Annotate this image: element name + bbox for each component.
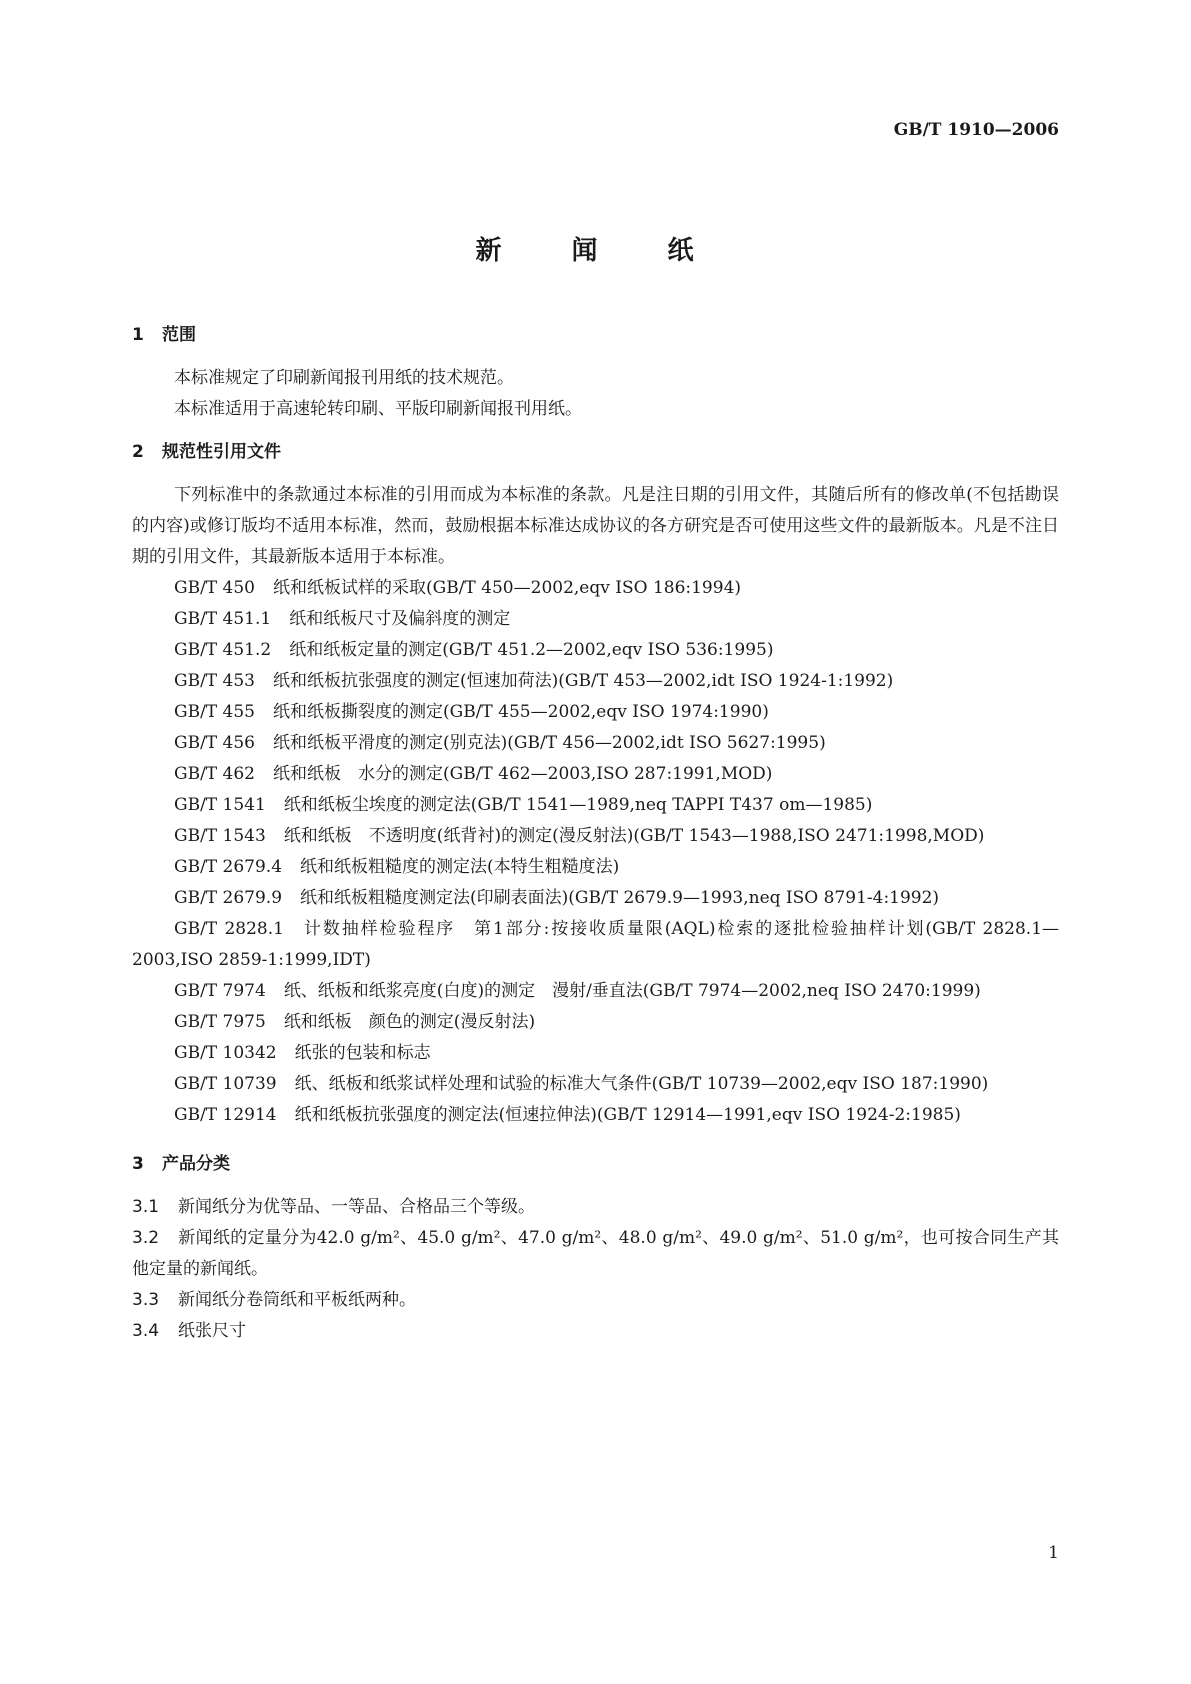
reference-text: 纸和纸板粗糙度的测定法(本特生粗糙度法)	[300, 857, 620, 877]
reference-text: 纸和纸板 颜色的测定(漫反射法)	[283, 1012, 536, 1032]
reference-code: GB/T 12914	[174, 1105, 277, 1125]
reference-text: 纸、纸板和纸浆亮度(白度)的测定 漫射/垂直法(GB/T 7974—2002,neq ISO 2470:1999)	[283, 981, 981, 1001]
section-title: 规范性引用文件	[162, 442, 281, 462]
reference-code: GB/T 456	[174, 733, 255, 753]
reference-text: 纸和纸板撕裂度的测定(GB/T 455—2002,eqv ISO 1974:1990)	[273, 702, 769, 722]
reference-text: 纸和纸板尺寸及偏斜度的测定	[289, 609, 511, 629]
page-number: 1	[1048, 1543, 1059, 1563]
reference-code: GB/T 2828.1	[174, 919, 284, 939]
document-body	[132, 320, 1059, 1347]
reference-code: GB/T 453	[174, 671, 255, 691]
section-title: 范围	[162, 325, 196, 345]
clause-text: 新闻纸分卷筒纸和平板纸两种。	[178, 1290, 416, 1310]
clause-number: 3.1	[132, 1197, 160, 1217]
section-number: 1	[132, 325, 144, 345]
reference-code: GB/T 451.2	[174, 640, 272, 660]
scope-paragraph: 本标准规定了印刷新闻报刊用纸的技术规范。	[174, 368, 514, 388]
reference-text: 纸和纸板平滑度的测定(别克法)(GB/T 456—2002,idt ISO 5627:1995)	[273, 733, 826, 753]
reference-item	[132, 914, 1059, 976]
clause-text: 新闻纸的定量分为42.0 g/m²、45.0 g/m²、47.0 g/m²、48.0 g/m²、49.0 g/m²、51.0 g/m²，也可按合同生产其他定量的新闻纸。	[132, 1228, 1059, 1279]
reference-text: 计数抽样检验程序 第1部分:按接收质量限(AQL)检索的逐批检验抽样计划(GB/T 2828.1—2003,ISO 2859-1:1999,IDT)	[132, 919, 1060, 970]
reference-item	[132, 635, 1059, 666]
section-2-heading	[132, 437, 1059, 468]
clause-item	[132, 1316, 1059, 1347]
section-1-heading	[132, 320, 1059, 351]
standard-code: GB/T 1910—2006	[893, 120, 1059, 140]
reference-item	[132, 852, 1059, 883]
scope-paragraph: 本标准适用于高速轮转印刷、平版印刷新闻报刊用纸。	[174, 399, 582, 419]
references-intro: 下列标准中的条款通过本标准的引用而成为本标准的条款。凡是注日期的引用文件，其随后所有的修改单(不包括勘误的内容)或修订版均不适用本标准，然而，鼓励根据本标准达成协议的各方研究是否可使用这些文件的最新版本。凡是不注日期的引用文件，其最新版本适用于本标准。	[132, 485, 1059, 567]
reference-item	[132, 759, 1059, 790]
reference-item	[132, 666, 1059, 697]
reference-code: GB/T 1541	[174, 795, 266, 815]
reference-item	[132, 604, 1059, 635]
clause-number: 3.4	[132, 1321, 160, 1341]
reference-code: GB/T 10342	[174, 1043, 277, 1063]
reference-text: 纸和纸板粗糙度测定法(印刷表面法)(GB/T 2679.9—1993,neq ISO 8791-4:1992)	[300, 888, 940, 908]
reference-text: 纸张的包装和标志	[294, 1043, 431, 1063]
reference-code: GB/T 462	[174, 764, 255, 784]
reference-code: GB/T 2679.4	[174, 857, 283, 877]
reference-item	[132, 1038, 1059, 1069]
reference-code: GB/T 455	[174, 702, 255, 722]
reference-text: 纸、纸板和纸浆试样处理和试验的标准大气条件(GB/T 10739—2002,eqv ISO 187:1990)	[294, 1074, 989, 1094]
clause-text: 新闻纸分为优等品、一等品、合格品三个等级。	[178, 1197, 535, 1217]
reference-code: GB/T 451.1	[174, 609, 272, 629]
reference-item	[132, 697, 1059, 728]
reference-item	[132, 1069, 1059, 1100]
clause-item	[132, 1285, 1059, 1316]
reference-item	[132, 976, 1059, 1007]
reference-item	[132, 1100, 1059, 1131]
reference-item	[132, 573, 1059, 604]
clause-item	[132, 1192, 1059, 1223]
reference-code: GB/T 450	[174, 578, 255, 598]
document-title: 新 闻 纸	[475, 236, 716, 266]
clause-number: 3.2	[132, 1228, 160, 1248]
reference-text: 纸和纸板 水分的测定(GB/T 462—2003,ISO 287:1991,MOD)	[273, 764, 773, 784]
reference-item	[132, 1007, 1059, 1038]
section-number: 3	[132, 1154, 144, 1174]
reference-text: 纸和纸板定量的测定(GB/T 451.2—2002,eqv ISO 536:1995)	[289, 640, 774, 660]
reference-text: 纸和纸板抗张强度的测定(恒速加荷法)(GB/T 453—2002,idt ISO 1924-1:1992)	[273, 671, 894, 691]
section-number: 2	[132, 442, 144, 462]
reference-text: 纸和纸板抗张强度的测定法(恒速拉伸法)(GB/T 12914—1991,eqv ISO 1924-2:1985)	[294, 1105, 961, 1125]
clause-text: 纸张尺寸	[178, 1321, 246, 1341]
reference-code: GB/T 7975	[174, 1012, 266, 1032]
reference-list	[132, 573, 1059, 1131]
reference-code: GB/T 10739	[174, 1074, 277, 1094]
reference-text: 纸和纸板 不透明度(纸背衬)的测定(漫反射法)(GB/T 1543—1988,ISO 2471:1998,MOD)	[283, 826, 985, 846]
reference-text: 纸和纸板尘埃度的测定法(GB/T 1541—1989,neq TAPPI T437 om—1985)	[283, 795, 873, 815]
reference-text: 纸和纸板试样的采取(GB/T 450—2002,eqv ISO 186:1994)	[273, 578, 742, 598]
reference-code: GB/T 2679.9	[174, 888, 283, 908]
reference-code: GB/T 1543	[174, 826, 266, 846]
section-3-heading	[132, 1149, 1059, 1180]
clause-item	[132, 1223, 1059, 1285]
reference-code: GB/T 7974	[174, 981, 266, 1001]
section-title: 产品分类	[162, 1154, 230, 1174]
reference-item	[132, 821, 1059, 852]
reference-item	[132, 883, 1059, 914]
reference-item	[132, 728, 1059, 759]
clause-number: 3.3	[132, 1290, 160, 1310]
reference-item	[132, 790, 1059, 821]
